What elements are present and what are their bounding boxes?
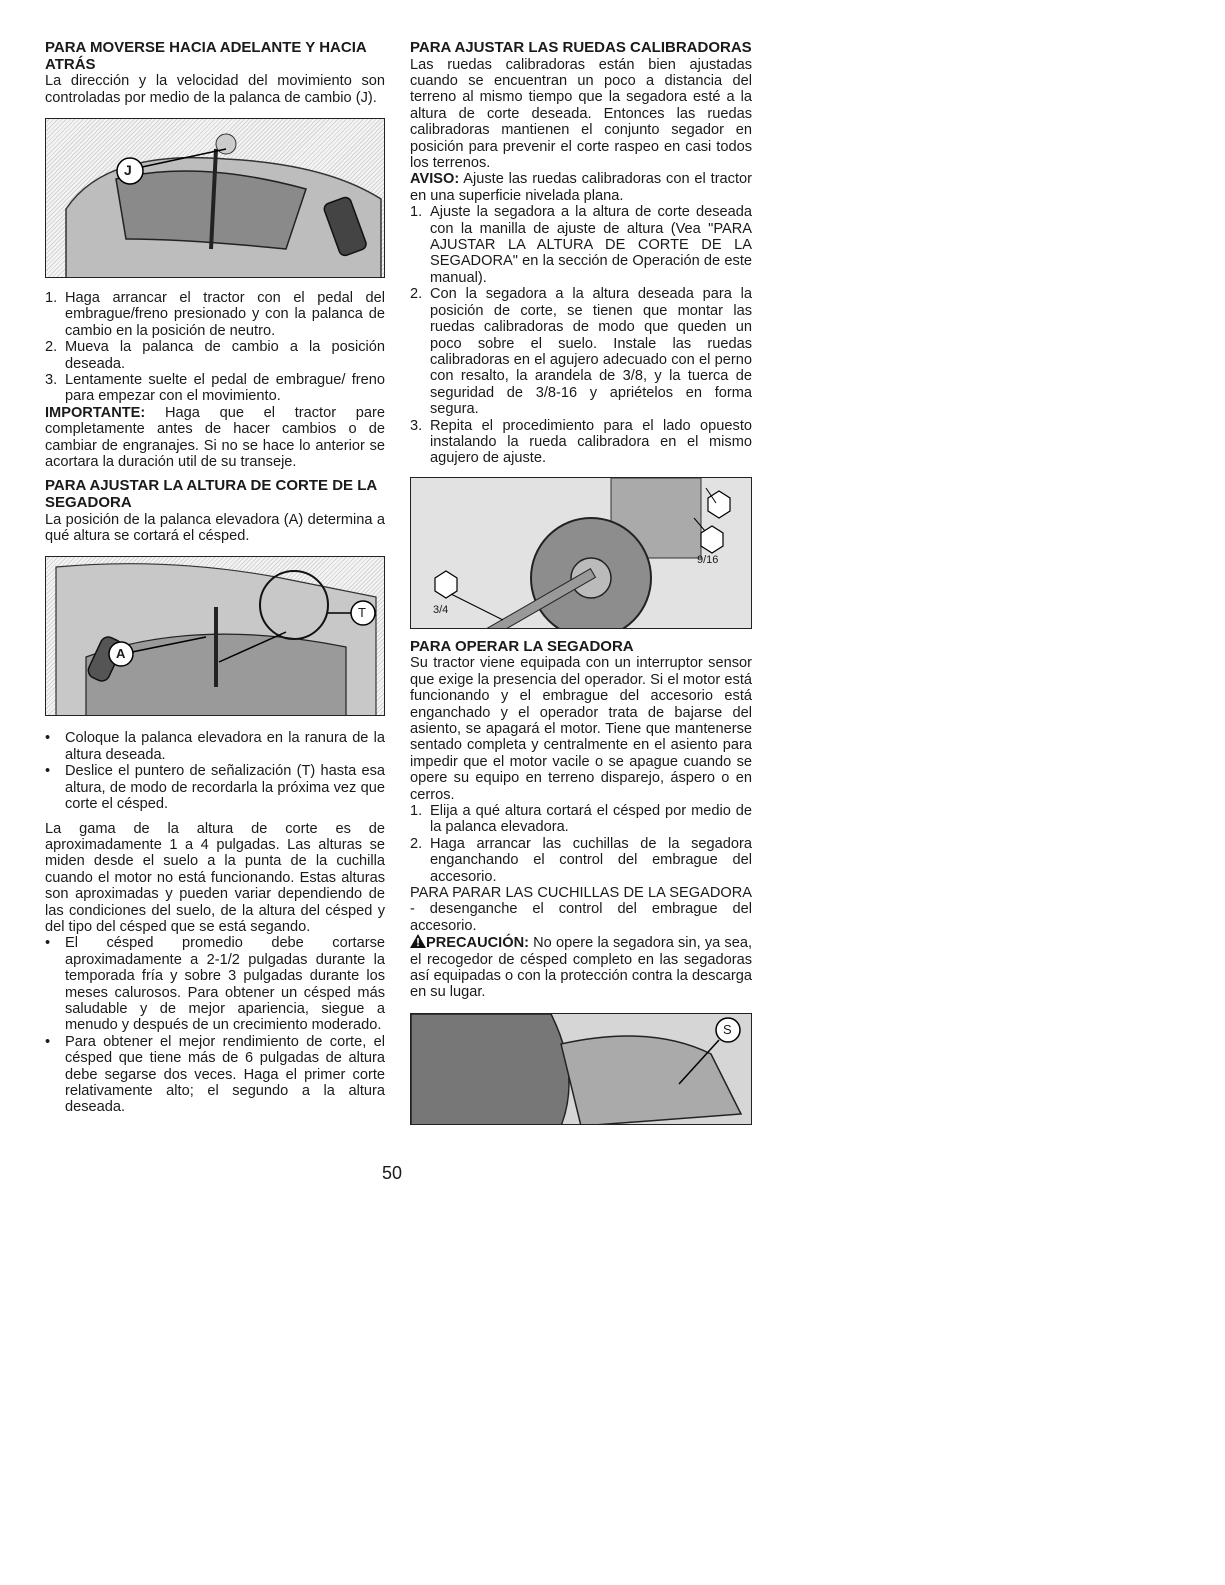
- wrench-size-3-4: 3/4: [433, 603, 449, 616]
- list-item: 2. Mueva la palanca de cambio a la posición deseada.: [45, 339, 385, 372]
- list-item: • Deslice el puntero de señalización (T) hasta esa altura, de modo de recordarla la próxima vez que corte el césped.: [45, 763, 385, 813]
- callout-t: T: [358, 605, 366, 621]
- left-column: [45, 40, 385, 1116]
- section-title-cutting-height: PARA AJUSTAR LA ALTURA DE CORTE DE LA SEGADORA: [45, 477, 377, 512]
- callout-s: S: [723, 1021, 732, 1037]
- callout-a: A: [116, 646, 126, 662]
- section-title-forward-reverse: PARA MOVERSE HACIA ADELANTE Y HACIA ATRÁS: [45, 39, 367, 73]
- caution-note: PRECAUCIÓN: No opere la segadora sin, ya sea, el recogedor de césped completo en las segadoras así equipadas o con la protección contra la descarga en su lugar.: [410, 935, 752, 1001]
- forward-reverse-intro: La dirección y la velocidad del movimiento son controladas por medio de la palanca de cambio (J).: [45, 73, 385, 106]
- stop-blades-text: PARA PARAR LAS CUCHILLAS DE LA SEGADORA - desenganche el control del embrague del accesorio.: [410, 885, 752, 934]
- list-item: 1. Elija a qué altura cortará el césped por medio de la palanca elevadora.: [410, 803, 752, 836]
- gauge-wheels-intro: Las ruedas calibradoras están bien ajustadas cuando se encuentran un poco a distancia del terreno al mismo tiempo que la segadora esté a la altura de corte deseada. Entonces las ruedas calibradoras mantienen el conjunto segador en posición para prevenir el corte raspeo en casi todos los terrenos.: [410, 56, 752, 172]
- gauge-wheel-figure: [410, 477, 752, 629]
- section-title-operate-mower: PARA OPERAR LA SEGADORA: [410, 637, 634, 655]
- list-item: • Para obtener el mejor rendimiento de corte, el césped que tiene más de 6 pulgadas de altura debe segarse dos veces. Haga el primer corte relativamente alto; el segundo a la altura deseada.: [45, 1033, 385, 1116]
- section-title-gauge-wheels: PARA AJUSTAR LAS RUEDAS CALIBRADORAS: [410, 39, 752, 56]
- wrench-size-9-16: 9/16: [697, 553, 719, 566]
- page-number: 50: [382, 1163, 403, 1183]
- list-item: 1. Ajuste la segadora a la altura de corte deseada con la manilla de ajuste de altura (Vea "PARA AJUSTAR LA ALTURA DE CORTE DE LA SEGADORA" en la sección de Operación de este manual).: [410, 204, 752, 286]
- notice: AVISO: Ajuste las ruedas calibradoras con el tractor en una superficie nivelada plana.: [410, 171, 752, 204]
- operate-mower-steps: [410, 803, 752, 885]
- list-item: 1. Haga arrancar el tractor con el pedal del embrague/freno presionado y con la palanca de cambio en la posición de neutro.: [45, 290, 385, 339]
- callout-j: J: [124, 162, 132, 178]
- list-item: 3. Repita el procedimiento para el lado opuesto instalando la rueda calibradora en el mismo agujero de ajuste.: [410, 417, 752, 467]
- lift-lever-figure: [45, 556, 385, 716]
- discharge-chute-figure: [410, 1013, 752, 1125]
- list-item: 2. Con la segadora a la altura deseada para la posición de corte, se tienen que montar las ruedas calibradoras de modo que queden un poco sobre el suelo. Instale las ruedas calibradoras en el agujero adecuado con el perno con resalto, la arandela de 3/8, y la tuerca de seguridad de 3/8-16 y apriételos en forma segura.: [410, 286, 752, 418]
- cutting-height-intro: La posición de la palanca elevadora (A) determina a qué altura se cortará el césped.: [45, 511, 385, 545]
- right-column: [410, 40, 752, 1125]
- mowing-tips-bullets: [45, 935, 385, 1115]
- operate-mower-intro: Su tractor viene equipada con un interruptor sensor que exige la presencia del operador. Si el motor está funcionando y el embrague del accesorio está enganchado y el operador trata de bajarse del asiento, se apagará el motor. Tiene que mantenerse sentado completa y centralmente en el asiento para impedir que el motor vacile o se apague cuando se opere su equipo en terreno disparejo, áspero o en cerros.: [410, 655, 752, 803]
- gauge-wheels-steps: [410, 204, 752, 467]
- list-item: • El césped promedio debe cortarse aproximadamente a 2-1/2 pulgadas durante la temporada fría y sobre 3 pulgadas durante los meses calurosos. Para obtener un césped más saludable y de mejor apariencia, siegue a menudo y después de un crecimiento moderado.: [45, 935, 385, 1034]
- cutting-height-bullets: [45, 730, 385, 812]
- list-item: 2. Haga arrancar las cuchillas de la segadora enganchando el control del embrague del accesorio.: [410, 835, 752, 885]
- forward-reverse-steps: [45, 290, 385, 405]
- list-item: • Coloque la palanca elevadora en la ranura de la altura deseada.: [45, 730, 385, 763]
- cutting-height-paragraph: La gama de la altura de corte es de aproximadamente 1 a 4 pulgadas. Las alturas se miden desde el suelo a la punta de la cuchilla cuando el motor no está funcionando. Estas alturas son aproximadas y pueden variar dependiendo de las condiciones del suelo, de la altura del césped y del tipo del césped que se está segando.: [45, 820, 385, 935]
- warning-icon: [410, 934, 426, 948]
- shift-lever-figure: [45, 118, 385, 278]
- list-item: 3. Lentamente suelte el pedal de embrague/ freno para empezar con el movimiento.: [45, 372, 385, 405]
- important-note: IMPORTANTE: Haga que el tractor pare completamente antes de hacer cambios o de cambiar de engranajes. Si no se hace lo anterior se acortara la duración util de su transeje.: [45, 404, 385, 471]
